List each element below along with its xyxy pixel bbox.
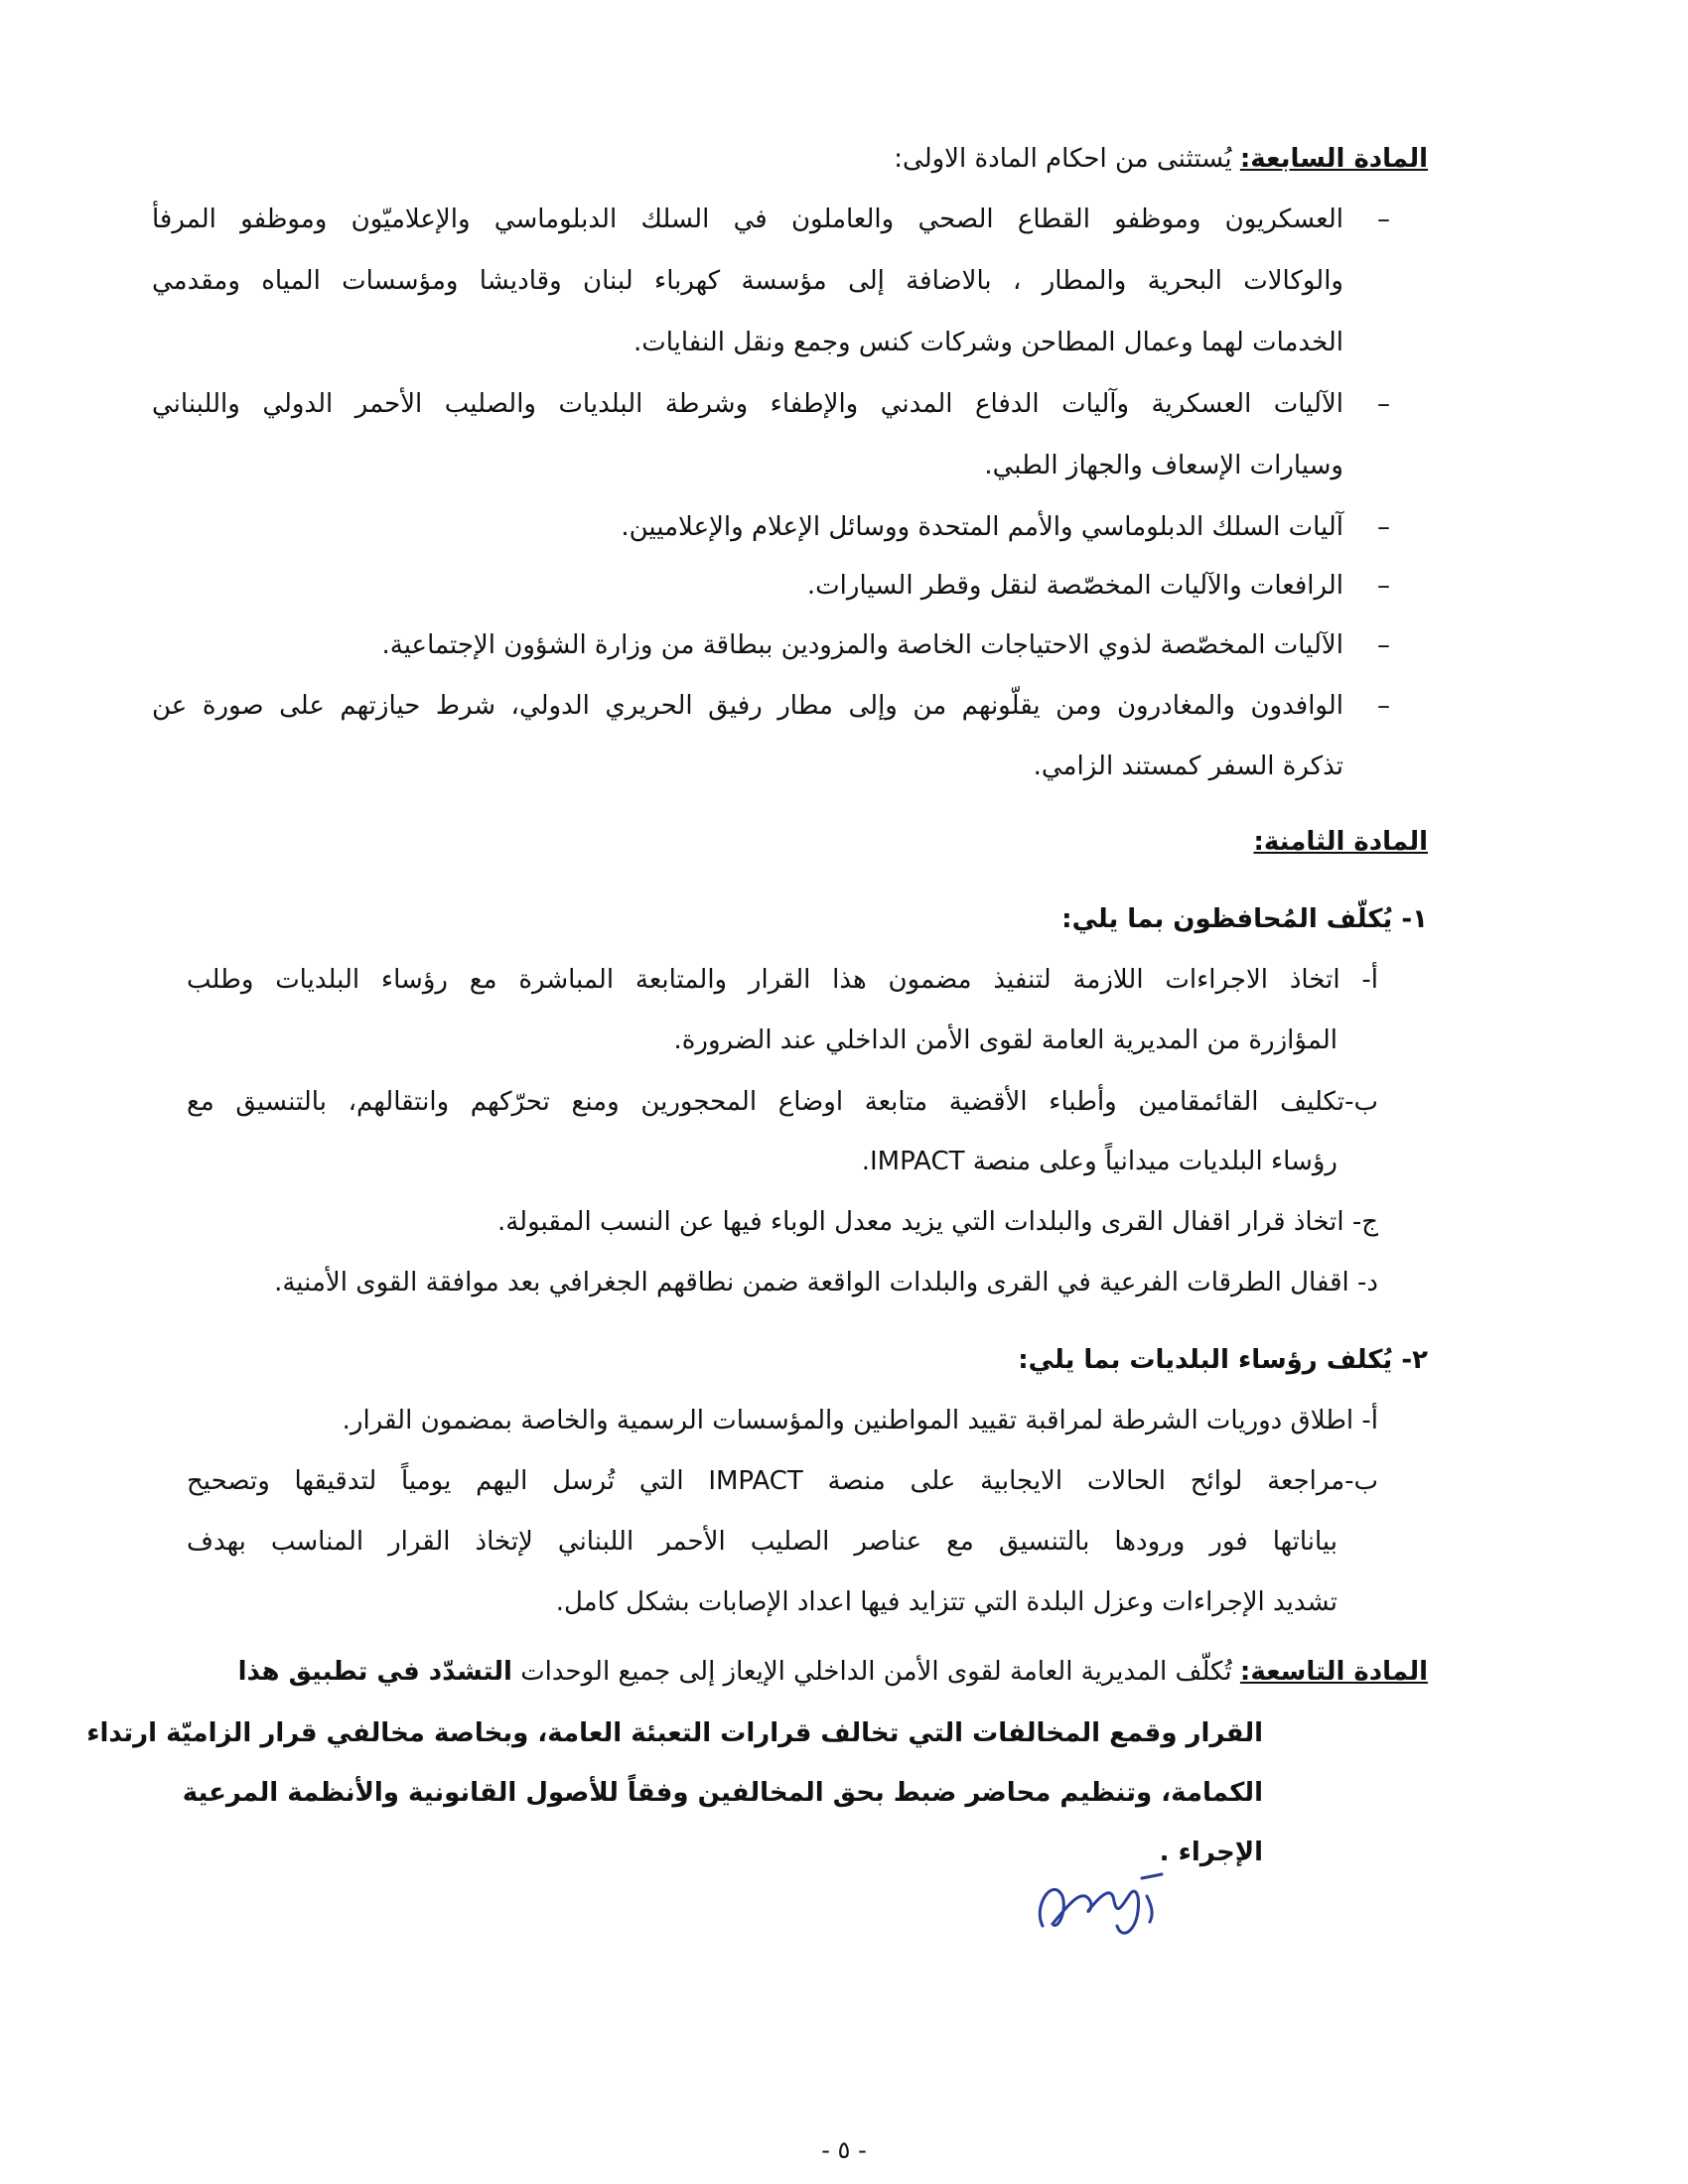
article7-item6-line1: الوافدون والمغادرون ومن يقلّونهم من وإلى مطار رفيق الحريري الدولي، شرط حيازتهم على صورة عن <box>152 691 1343 721</box>
bullet-dash: – <box>1377 691 1390 721</box>
article8-s2-item-a: أ- اطلاق دوريات الشرطة لمراقبة تقييد المواطنين والمؤسسات الرسمية والخاصة بمضمون القرار. <box>342 1406 1378 1435</box>
article8-s1-item-b-line2: رؤساء البلديات ميدانياً وعلى منصة IMPACT. <box>861 1147 1337 1176</box>
article8-s1-item-d: د- اقفال الطرقات الفرعية في القرى والبلدات الواقعة ضمن نطاقهم الجغرافي بعد موافقة القوى الأمنية. <box>274 1268 1378 1297</box>
article7-item5: الآليات المخصّصة لذوي الاحتياجات الخاصة والمزودين ببطاقة من وزارة الشؤون الإجتماعية. <box>381 630 1343 660</box>
article7-intro: يُستثنى من احكام المادة الاولى: <box>894 144 1232 174</box>
article9-title: المادة التاسعة: <box>1239 1657 1428 1687</box>
article7-item2-line1: الآليات العسكرية وآليات الدفاع المدني والإطفاء وشرطة البلديات والصليب الأحمر الدولي واللبناني <box>152 389 1343 419</box>
article8-s2-item-b-line3: تشديد الإجراءات وعزل البلدة التي تتزايد فيها اعداد الإصابات بشكل كامل. <box>555 1587 1337 1617</box>
article8-s1-item-a-line1: أ- اتخاذ الاجراءات اللازمة لتنفيذ مضمون هذا القرار والمتابعة المباشرة مع رؤساء البلديات وطلب <box>187 965 1378 995</box>
article7-item1-line1: العسكريون وموظفو القطاع الصحي والعاملون في السلك الدبلوماسي والإعلاميّون وموظفو المرفأ <box>152 205 1343 234</box>
article9-line2: القرار وقمع المخالفات التي تخالف قرارات التعبئة العامة، وبخاصة مخالفي قرار الزاميّة ارتداء <box>86 1718 1263 1748</box>
article7-item1-line2: والوكالات البحرية والمطار ، بالاضافة إلى مؤسسة كهرباء لبنان وقاديشا ومؤسسات المياه ومقدمي <box>152 266 1343 296</box>
article8-s2-item-b-line2: بياناتها فور ورودها بالتنسيق مع عناصر الصليب الأحمر اللبناني لإتخاذ القرار المناسب بهدف <box>187 1527 1337 1557</box>
article7-heading <box>894 139 1428 179</box>
article9-line4: الإجراء . <box>1159 1838 1263 1867</box>
article8-s1-item-b-line1: ب-تكليف القائمقامين وأطباء الأقضية متابعة اوضاع المحجورين ومنع تحرّكهم وانتقالهم، بالتنسيق مع <box>187 1087 1378 1117</box>
article8-section2-title: ٢- يُكلف رؤساء البلديات بما يلي: <box>1018 1345 1428 1375</box>
article8-s1-item-c: ج- اتخاذ قرار اقفال القرى والبلدات التي يزيد معدل الوباء فيها عن النسب المقبولة. <box>496 1207 1378 1237</box>
article8-title: المادة الثامنة: <box>1253 827 1428 857</box>
article9-line1 <box>238 1652 1428 1692</box>
bullet-dash: – <box>1377 630 1390 660</box>
article7-item1-line3: الخدمات لهما وعمال المطاحن وشركات كنس وجمع ونقل النفايات. <box>633 328 1343 357</box>
article7-item4: الرافعات والآليات المخصّصة لنقل وقطر السيارات. <box>806 571 1343 601</box>
bullet-dash: – <box>1377 205 1390 234</box>
article8-s1-item-a-line2: المؤازرة من المديرية العامة لقوى الأمن الداخلي عند الضرورة. <box>673 1025 1337 1055</box>
article8-s2-item-b-line1: ب-مراجعة لوائح الحالات الايجابية على منصة IMPACT التي تُرسل اليهم يومياً لتدقيقها وتصحيح <box>187 1466 1378 1496</box>
bullet-dash: – <box>1377 389 1390 419</box>
article9-text-bold: التشدّد في تطبيق هذا <box>237 1657 512 1687</box>
page-number: - ٥ - <box>821 2136 867 2164</box>
article8-section1-title: ١- يُكلّف المُحافظون بما يلي: <box>1061 904 1428 934</box>
article7-title: المادة السابعة: <box>1239 144 1428 174</box>
article9-text-plain: تُكلّف المديرية العامة لقوى الأمن الداخلي الإيعاز إلى جميع الوحدات <box>520 1657 1232 1687</box>
bullet-dash: – <box>1377 512 1390 542</box>
article7-item6-line2: تذكرة السفر كمستند الزامي. <box>1033 751 1343 781</box>
article7-item2-line2: وسيارات الإسعاف والجهاز الطبي. <box>984 451 1343 480</box>
article8-heading <box>1253 822 1428 862</box>
handwritten-signature <box>1023 1856 1192 1946</box>
bullet-dash: – <box>1377 571 1390 601</box>
article7-item3: آليات السلك الدبلوماسي والأمم المتحدة ووسائل الإعلام والإعلاميين. <box>621 512 1343 542</box>
article9-line3: الكمامة، وتنظيم محاضر ضبط بحق المخالفين وفقاً للأصول القانونية والأنظمة المرعية <box>182 1778 1263 1808</box>
